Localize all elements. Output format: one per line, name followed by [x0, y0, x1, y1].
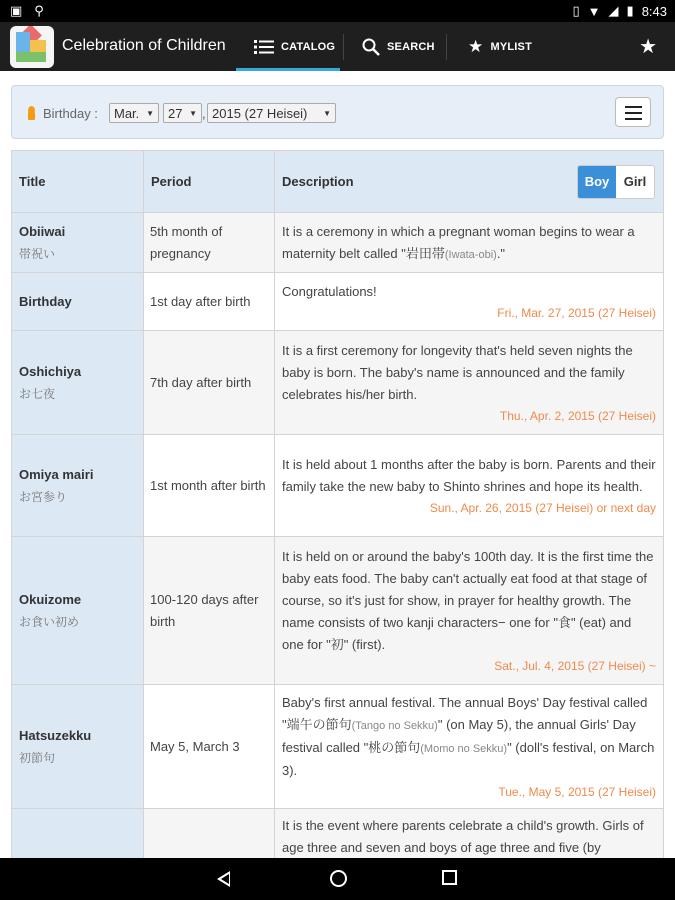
description-reading: (Iwata-obi) [444, 248, 497, 261]
app-bar [0, 22, 675, 71]
birthday-day-select[interactable] [163, 103, 202, 123]
row-description [275, 273, 664, 331]
description-text: It is a first ceremony for longevity that's held seven nights the baby is born. The baby's name is announced and the family celebrates his/her birth. [282, 343, 633, 402]
ceremony-date: Sat., Jul. 4, 2015 (27 Heisei) ~ [494, 659, 656, 673]
row-title [12, 213, 144, 273]
back-icon[interactable] [217, 871, 230, 887]
description-text: It is held on or around the baby's 100th day. It is the first time the baby eats food. The baby can't actually eat food at that stage of course, so it's just for show, in prayer for healthy growth. The name consists of two kanji characters− one for "食" (eat) and one for "初" (first). [282, 549, 654, 652]
header-title: Title [12, 151, 144, 213]
title-en: Okuizome [19, 591, 82, 607]
row-description [275, 685, 664, 809]
day-value: 27 [168, 105, 183, 121]
row-period: 1st day after birth [144, 273, 275, 331]
boy-toggle-button[interactable]: Boy [578, 166, 616, 198]
year-value: 2015 (27 Heisei) [212, 105, 308, 121]
table-row[interactable] [12, 537, 664, 685]
row-title [12, 273, 144, 331]
android-icon: ⚲ [34, 3, 44, 18]
ceremony-date: Thu., Apr. 2, 2015 (27 Heisei) [499, 409, 656, 423]
wifi-icon: ▼ [587, 3, 601, 19]
title-en: Oshichiya [19, 363, 82, 379]
description-text [282, 692, 656, 782]
system-nav-bar [0, 858, 675, 900]
ceremony-date: Fri., Mar. 27, 2015 (27 Heisei) [497, 306, 656, 320]
row-period: 5th month of pregnancy [144, 213, 275, 273]
description-text-end: ." [496, 245, 506, 261]
favorite-star-button[interactable]: ★ [639, 36, 657, 58]
table-row[interactable] [12, 685, 664, 809]
row-title [12, 537, 144, 685]
tab-divider [343, 34, 344, 60]
gender-toggle [577, 165, 655, 199]
row-description [275, 537, 664, 685]
title-jp: 帯祝い [19, 246, 56, 261]
title-en: Hatsuzekku [19, 727, 92, 743]
description-text: It is a ceremony in which a pregnant woman begins to wear a maternity belt called "岩田帯 [282, 223, 635, 261]
table-row[interactable] [12, 809, 664, 859]
description-part: " (on May 5), the annual Girls' Day festival called "桃の節句 [282, 717, 636, 755]
title-jp: お七夜 [19, 386, 56, 401]
app-logo-icon[interactable] [10, 26, 54, 68]
girl-toggle-button[interactable]: Girl [616, 166, 654, 198]
catalog-content [0, 71, 675, 858]
description-text: It is held about 1 months after the baby is born. Parents and their family take the new baby to Shinto shrines and hope its health. [282, 457, 656, 494]
row-description [275, 213, 664, 273]
dropdown-arrow-icon: ▼ [323, 108, 331, 118]
row-description [275, 331, 664, 435]
description-text: It is the event where parents celebrate a child's growth. Girls of age three and seven and boys of age three and five (by [282, 818, 644, 855]
row-period: May 5, March 3 [144, 685, 275, 809]
app-title: Celebration of Children [62, 37, 226, 54]
description-part: Baby's first annual festival. The annual Boys' Day festival called "端午の節句 [282, 695, 648, 732]
search-icon [362, 38, 380, 56]
description-reading: (Tango no Sekku) [351, 720, 438, 732]
vibrate-icon: ▯ [572, 3, 580, 18]
birthday-year-select[interactable] [207, 103, 336, 123]
table-row[interactable] [12, 435, 664, 537]
title-jp: お宮参り [19, 489, 68, 504]
tab-divider [446, 34, 447, 60]
row-title [12, 435, 144, 537]
status-time: 8:43 [641, 3, 667, 19]
table-row[interactable] [12, 273, 664, 331]
row-period [144, 809, 275, 859]
row-description [275, 435, 664, 537]
tab-catalog[interactable] [236, 22, 340, 71]
tab-mylist[interactable] [452, 22, 548, 71]
title-en: Birthday [19, 293, 72, 309]
table-header-row [12, 151, 664, 213]
dropdown-arrow-icon: ▼ [146, 108, 154, 118]
tab-mylist-label: MYLIST [490, 40, 532, 53]
star-icon: ★ [468, 36, 484, 56]
ceremony-date: Tue., May 5, 2015 (27 Heisei) [498, 785, 656, 799]
birthday-month-select[interactable] [109, 103, 159, 123]
header-description [275, 151, 664, 213]
row-description [275, 809, 664, 859]
row-title [12, 685, 144, 809]
month-value: Mar. [114, 105, 140, 121]
row-title [12, 809, 144, 859]
description-text: Congratulations! [282, 284, 377, 299]
ceremony-table [11, 150, 664, 858]
menu-button[interactable] [615, 97, 651, 127]
table-row[interactable] [12, 331, 664, 435]
table-row[interactable] [12, 213, 664, 273]
battery-icon: ▮ [626, 3, 634, 18]
row-period: 100-120 days after birth [144, 537, 275, 685]
image-icon: ▣ [10, 3, 23, 18]
dropdown-arrow-icon: ▼ [189, 108, 197, 118]
tab-catalog-label: CATALOG [281, 40, 336, 53]
title-en: Omiya mairi [19, 466, 94, 482]
title-jp: お食い初め [19, 614, 80, 629]
date-separator: , [202, 106, 206, 121]
title-jp: 初節句 [19, 750, 56, 765]
birthday-panel [11, 85, 664, 139]
birthday-label: Birthday : [43, 106, 98, 121]
home-icon[interactable] [330, 870, 347, 887]
header-period: Period [144, 151, 275, 213]
ceremony-date: Sun., Apr. 26, 2015 (27 Heisei) or next day [429, 501, 656, 515]
tab-search[interactable] [348, 22, 444, 71]
row-period: 7th day after birth [144, 331, 275, 435]
signal-icon: ◢ [608, 3, 619, 18]
description-part: " (doll's festival, on March 3). [282, 740, 655, 778]
candle-icon [27, 106, 36, 120]
row-period: 1st month after birth [144, 435, 275, 537]
title-en: Obiiwai [19, 223, 66, 239]
row-title [12, 331, 144, 435]
recent-apps-icon[interactable] [442, 870, 457, 885]
status-bar [0, 0, 675, 22]
tab-search-label: SEARCH [387, 40, 435, 53]
list-icon [254, 39, 274, 55]
description-reading: (Momo no Sekku) [420, 743, 508, 755]
header-description-label: Description [282, 173, 354, 189]
